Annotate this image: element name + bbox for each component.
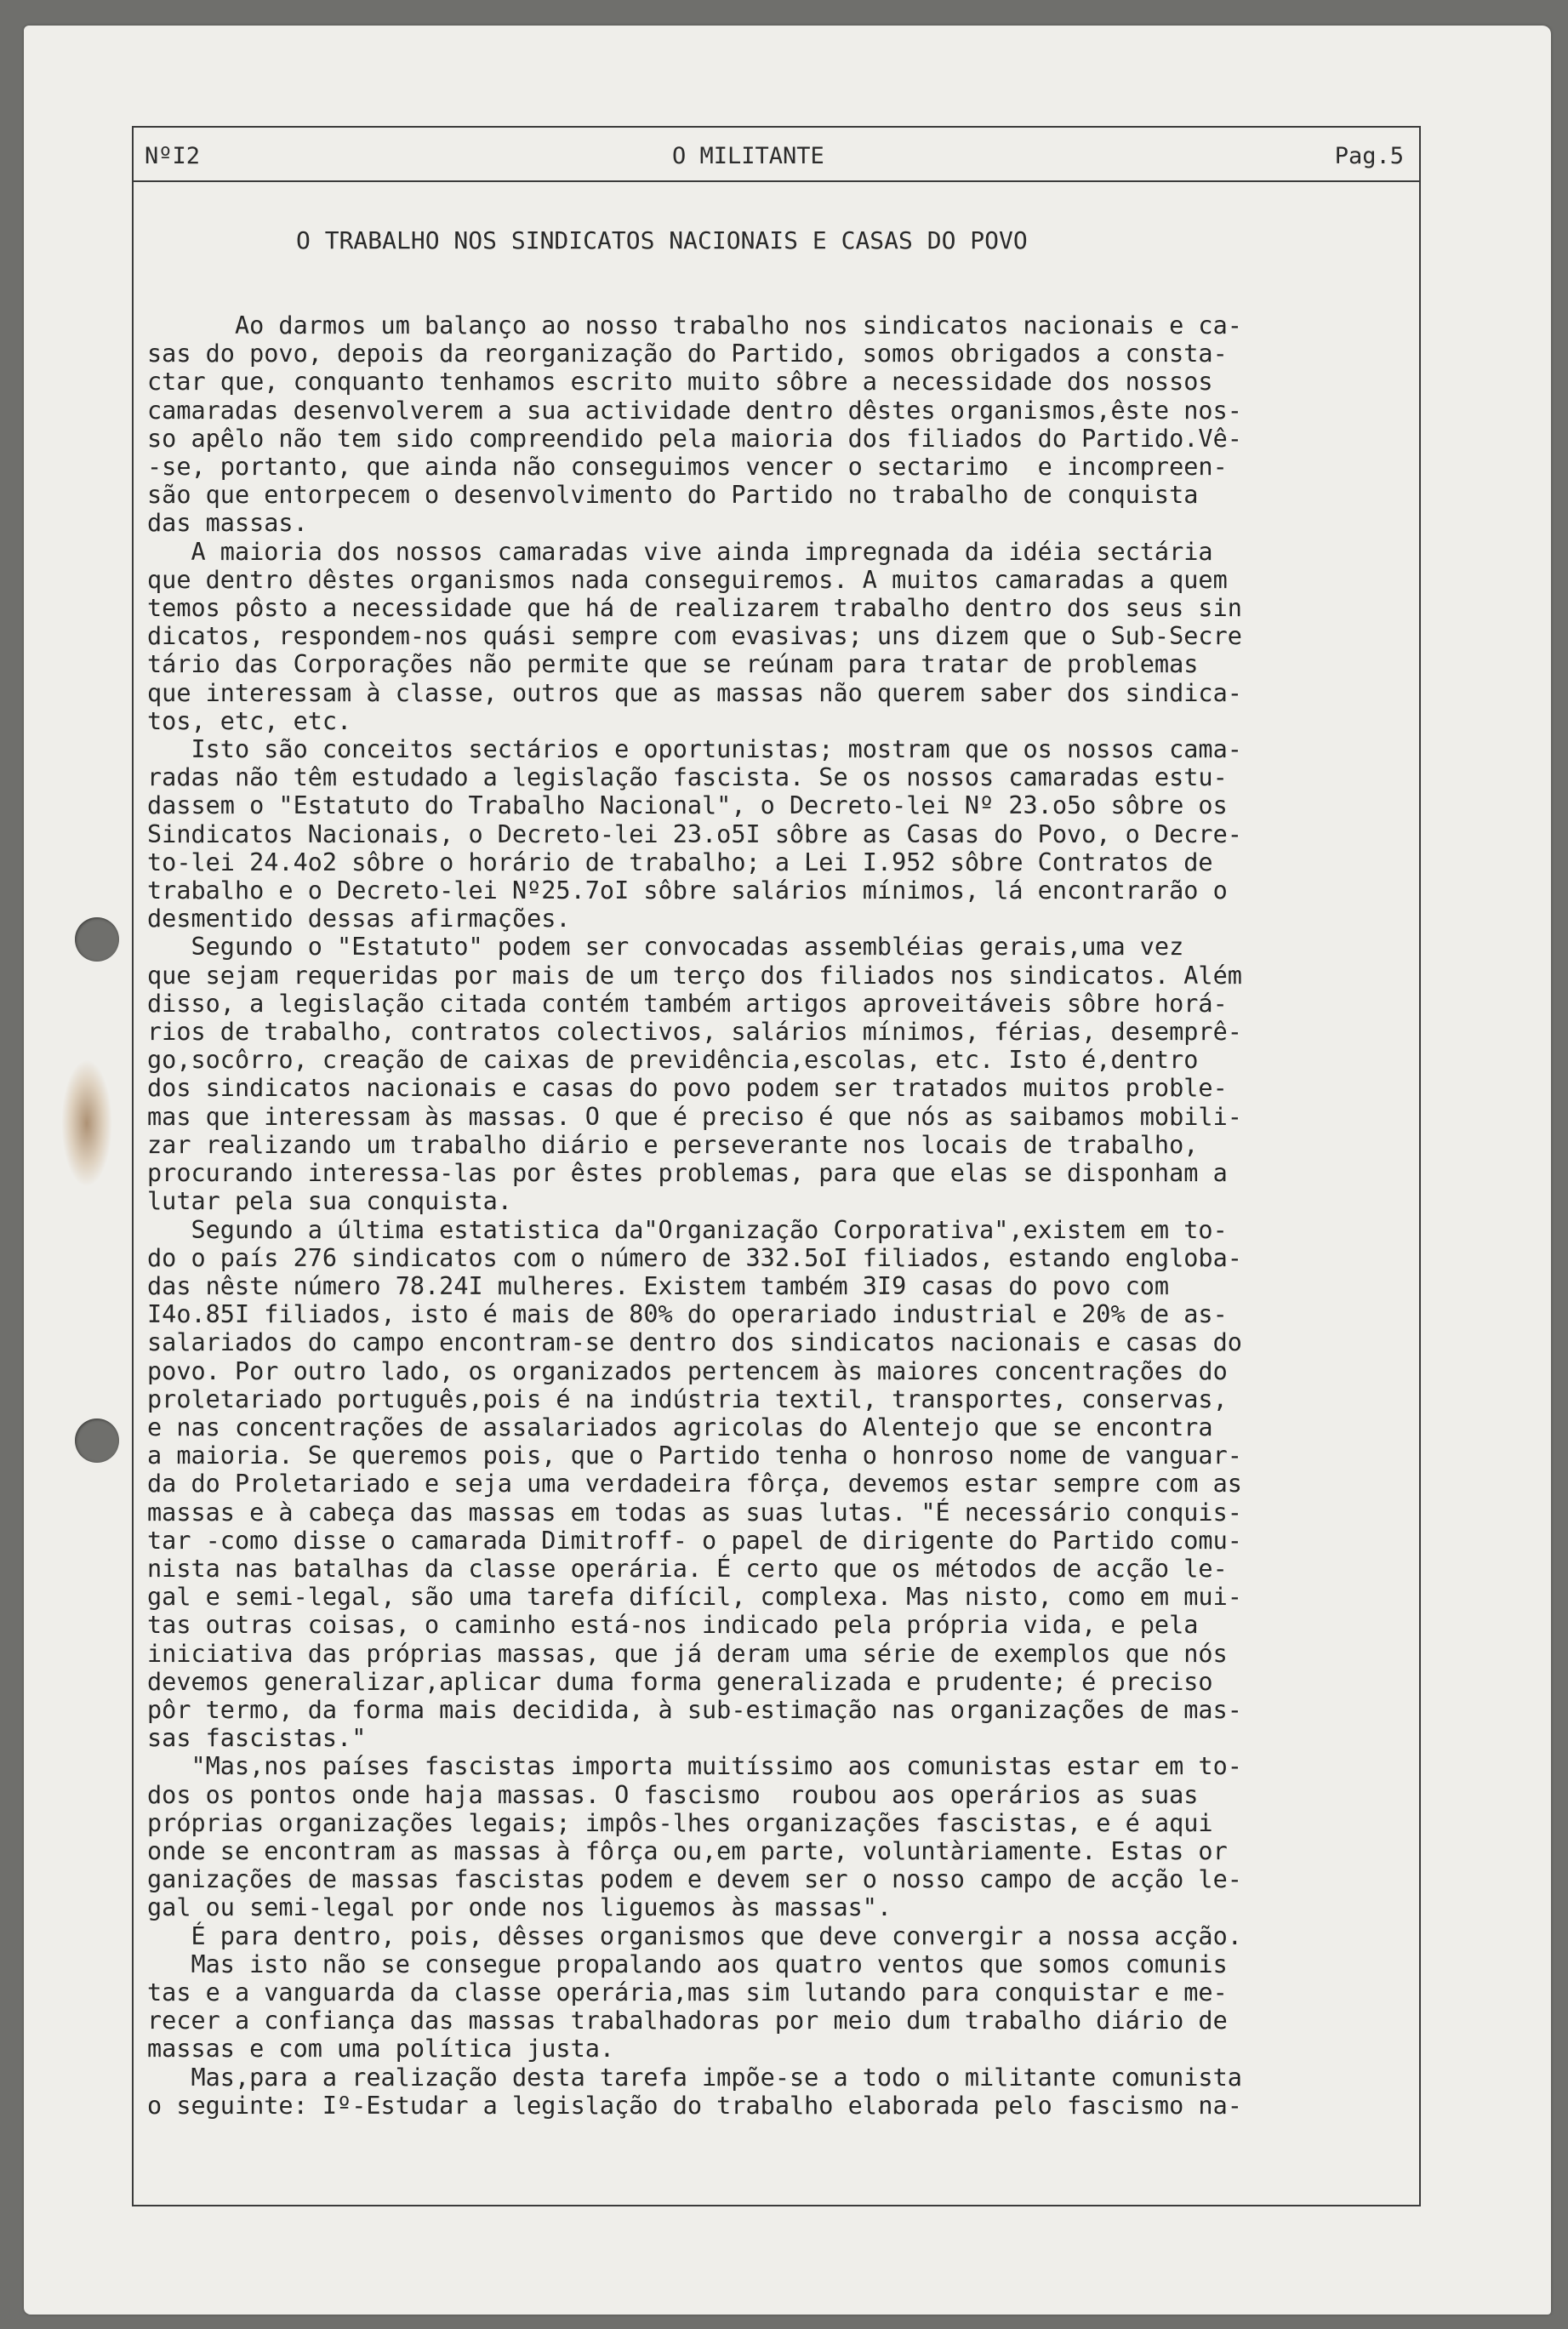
body-line: o seguinte: Iº-Estudar a legislação do trabalho elaborada pelo fascismo na- bbox=[147, 2091, 1242, 2120]
body-line: da do Proletariado e seja uma verdadeira fôrça, devemos estar sempre com as bbox=[147, 1470, 1242, 1498]
body-line: lutar pela sua conquista. bbox=[147, 1187, 512, 1216]
page-number: Pag.5 bbox=[1334, 143, 1404, 169]
body-line: que dentro dêstes organismos nada conseguiremos. A muitos camaradas a quem bbox=[147, 565, 1228, 594]
body-line: so apêlo não tem sido compreendido pela maioria dos filiados do Partido.Vê- bbox=[147, 424, 1242, 453]
body-line: que interessam à classe, outros que as massas não querem saber dos sindica- bbox=[147, 678, 1242, 707]
body-line: "Mas,nos países fascistas importa muitíssimo aos comunistas estar em to- bbox=[147, 1752, 1242, 1781]
body-line: gal e semi-legal, são uma tarefa difícil, complexa. Mas nisto, como em mui- bbox=[147, 1583, 1242, 1612]
body-line: sas fascistas." bbox=[147, 1724, 367, 1753]
body-line: desmentido dessas afirmações. bbox=[147, 905, 571, 933]
body-line: Mas isto não se consegue propalando aos quatro ventos que somos comunis bbox=[147, 1949, 1228, 1978]
body-line: tas outras coisas, o caminho está-nos indicado pela própria vida, e pela bbox=[147, 1611, 1199, 1640]
body-line: I4o.85I filiados, isto é mais de 80% do operariado industrial e 20% de as- bbox=[147, 1300, 1228, 1329]
body-line: ctar que, conquanto tenhamos escrito muito sôbre a necessidade dos nossos bbox=[147, 368, 1213, 397]
body-line: Mas,para a realização desta tarefa impõe-se a todo o militante comunista bbox=[147, 2063, 1242, 2092]
body-line: devemos generalizar,aplicar duma forma generalizada e prudente; é preciso bbox=[147, 1667, 1213, 1696]
body-line: Ao darmos um balanço ao nosso trabalho nos sindicatos nacionais e ca- bbox=[147, 311, 1242, 340]
body-line: iniciativa das próprias massas, que já deram uma série de exemplos que nós bbox=[147, 1639, 1228, 1668]
article-title: O TRABALHO NOS SINDICATOS NACIONAIS E CASAS DO POVO bbox=[296, 226, 1028, 254]
body-line: são que entorpecem o desenvolvimento do Partido no trabalho de conquista bbox=[147, 481, 1199, 510]
punch-hole-upper bbox=[75, 917, 119, 962]
body-line: tos, etc, etc. bbox=[147, 706, 352, 735]
body-line: dos os pontos onde haja massas. O fascismo roubou aos operários as suas bbox=[147, 1780, 1199, 1809]
body-line: onde se encontram as massas à fôrça ou,em parte, voluntàriamente. Estas or bbox=[147, 1836, 1228, 1865]
body-line: radas não têm estudado a legislação fascista. Se os nossos camaradas estu- bbox=[147, 763, 1228, 792]
rust-stain bbox=[61, 1059, 112, 1187]
punch-hole-lower bbox=[75, 1419, 119, 1463]
body-line: tas e a vanguarda da classe operária,mas sim lutando para conquistar e me- bbox=[147, 1978, 1228, 2006]
body-line: camaradas desenvolverem a sua actividade dentro dêstes organismos,êste nos- bbox=[147, 396, 1242, 425]
body-line: proletariado português,pois é na indústria textil, transportes, conservas, bbox=[147, 1384, 1228, 1413]
body-line: das nêste número 78.24I mulheres. Existem também 3I9 casas do povo com bbox=[147, 1271, 1170, 1300]
body-line: do o país 276 sindicatos com o número de 332.5oI filiados, estando engloba- bbox=[147, 1243, 1242, 1272]
body-line: go,socôrro, creação de caixas de previdência,escolas, etc. Isto é,dentro bbox=[147, 1046, 1199, 1075]
body-line: disso, a legislação citada contém também artigos aproveitáveis sôbre horá- bbox=[147, 989, 1228, 1018]
body-line: nista nas batalhas da classe operária. É certo que os métodos de acção le- bbox=[147, 1554, 1228, 1583]
running-header bbox=[145, 143, 1404, 177]
body-line: próprias organizações legais; impôs-lhes organizações fascistas, e é aqui bbox=[147, 1808, 1213, 1837]
article-body bbox=[147, 311, 1406, 2120]
body-line: massas e com uma política justa. bbox=[147, 2035, 615, 2064]
body-line: to-lei 24.4o2 sôbre o horário de trabalho; a Lei I.952 sôbre Contratos de bbox=[147, 848, 1213, 876]
body-line: rios de trabalho, contratos colectivos, salários mínimos, férias, desemprê- bbox=[147, 1018, 1242, 1047]
body-line: procurando interessa-las por êstes problemas, para que elas se disponham a bbox=[147, 1159, 1228, 1188]
header-rule bbox=[134, 180, 1419, 182]
body-line: Segundo o "Estatuto" podem ser convocadas assembléias gerais,uma vez bbox=[147, 933, 1184, 962]
body-line: tar -como disse o camarada Dimitroff- o papel de dirigente do Partido comu- bbox=[147, 1526, 1242, 1555]
body-line: povo. Por outro lado, os organizados pertencem às maiores concentrações do bbox=[147, 1356, 1228, 1385]
body-line: ganizações de massas fascistas podem e devem ser o nosso campo de acção le- bbox=[147, 1865, 1242, 1894]
body-line: trabalho e o Decreto-lei Nº25.7oI sôbre salários mínimos, lá encontrarão o bbox=[147, 876, 1228, 905]
publication-title: O MILITANTE bbox=[672, 143, 824, 169]
body-line: sas do povo, depois da reorganização do Partido, somos obrigados a consta- bbox=[147, 340, 1228, 368]
body-line: A maioria dos nossos camaradas vive ainda impregnada da idéia sectária bbox=[147, 537, 1213, 566]
body-line: tário das Corporações não permite que se reúnam para tratar de problemas bbox=[147, 650, 1199, 679]
body-line: pôr termo, da forma mais decidida, à sub-estimação nas organizações de mas- bbox=[147, 1695, 1242, 1724]
body-line: e nas concentrações de assalariados agricolas do Alentejo que se encontra bbox=[147, 1413, 1213, 1441]
body-line: mas que interessam às massas. O que é preciso é que nós as saibamos mobili- bbox=[147, 1102, 1242, 1131]
body-line: -se, portanto, que ainda não conseguimos vencer o sectarimo e incompreen- bbox=[147, 453, 1228, 482]
body-line: das massas. bbox=[147, 509, 308, 538]
body-line: massas e à cabeça das massas em todas as suas lutas. "É necessário conquis- bbox=[147, 1498, 1242, 1527]
body-line: zar realizando um trabalho diário e perseverante nos locais de trabalho, bbox=[147, 1130, 1199, 1159]
body-line: temos pôsto a necessidade que há de realizarem trabalho dentro dos seus sin bbox=[147, 594, 1242, 623]
body-line: dicatos, respondem-nos quási sempre com evasivas; uns dizem que o Sub-Secre bbox=[147, 622, 1242, 651]
body-line: Isto são conceitos sectários e oportunistas; mostram que os nossos cama- bbox=[147, 735, 1242, 764]
body-line: Segundo a última estatistica da"Organização Corporativa",existem em to- bbox=[147, 1215, 1228, 1244]
body-line: a maioria. Se queremos pois, que o Partido tenha o honroso nome de vanguar- bbox=[147, 1441, 1242, 1470]
body-line: recer a confiança das massas trabalhadoras por meio dum trabalho diário de bbox=[147, 2006, 1228, 2035]
body-line: É para dentro, pois, dêsses organismos que deve convergir a nossa acção. bbox=[147, 1921, 1242, 1950]
body-line: dassem o "Estatuto do Trabalho Nacional", o Decreto-lei Nº 23.o5o sôbre os bbox=[147, 791, 1228, 820]
body-line: Sindicatos Nacionais, o Decreto-lei 23.o5I sôbre as Casas do Povo, o Decre- bbox=[147, 819, 1242, 848]
issue-number: NºI2 bbox=[145, 143, 201, 169]
body-line: gal ou semi-legal por onde nos liguemos às massas". bbox=[147, 1893, 892, 1922]
body-line: salariados do campo encontram-se dentro dos sindicatos nacionais e casas do bbox=[147, 1328, 1242, 1357]
body-line: que sejam requeridas por mais de um terço dos filiados nos sindicatos. Além bbox=[147, 961, 1242, 990]
body-line: dos sindicatos nacionais e casas do povo podem ser tratados muitos proble- bbox=[147, 1074, 1228, 1103]
